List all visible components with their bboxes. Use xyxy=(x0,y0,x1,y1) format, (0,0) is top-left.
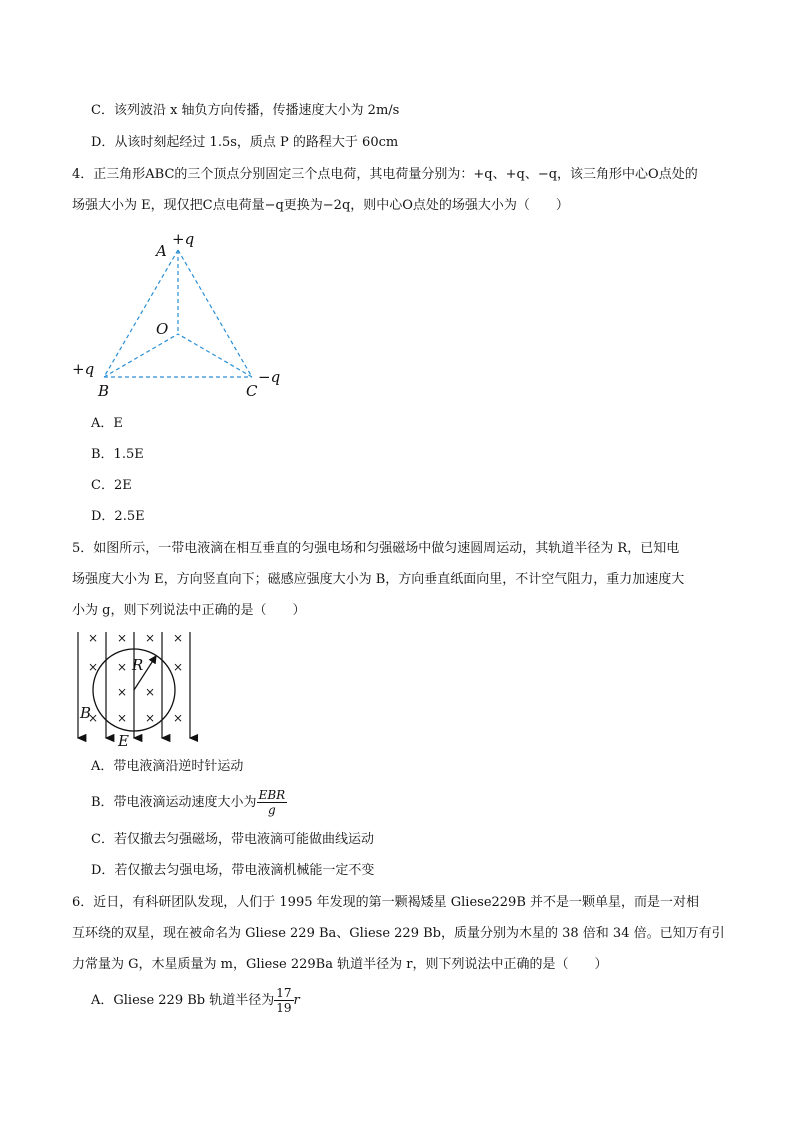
q5-cross: × xyxy=(145,685,156,699)
q4-side-ab xyxy=(104,250,178,377)
q5-cross: × xyxy=(117,685,128,699)
q5-stem-line1: 5．如图所示，一带电液滴在相互垂直的匀强电场和匀强磁场中做匀速圆周运动，其轨道半径为 R，已知电 xyxy=(72,541,680,556)
q5-fraction-num: EBR xyxy=(258,788,286,802)
q5-cross: × xyxy=(145,631,156,645)
q5-label-r: R xyxy=(132,656,144,674)
q5-option-c: C．若仅撤去匀强磁场，带电液滴可能做曲线运动 xyxy=(91,832,374,847)
q5-label-b: B xyxy=(80,704,92,722)
q5-cross: × xyxy=(173,631,184,645)
q6-stem-line2: 互环绕的双星，现在被命名为 Gliese 229 Ba、Gliese 229 Bb，质量分别为木星的 38 倍和 34 倍。已知万有引 xyxy=(72,926,725,941)
q3-option-d: D．从该时刻起经过 1.5s，质点 P 的路程大于 60cm xyxy=(91,135,399,150)
q5-stem-line2: 场强度大小为 E，方向竖直向下；磁感应强度大小为 B，方向垂直纸面向里，不计空气阻力，重力加速度大 xyxy=(72,572,685,587)
q6-fraction-den: 19 xyxy=(276,1001,292,1015)
q4-median-bo xyxy=(104,334,178,377)
q5-cross: × xyxy=(173,660,184,674)
q4-option-c: C．2E xyxy=(91,478,132,493)
q5-field-figure xyxy=(68,628,198,750)
q4-option-b: B．1.5E xyxy=(91,447,144,462)
q5-cross: × xyxy=(88,660,99,674)
q5-option-b xyxy=(91,786,287,820)
q4-option-a: A．E xyxy=(91,416,123,431)
q5-option-a: A．带电液滴沿逆时针运动 xyxy=(91,759,244,774)
q4-label-o: O xyxy=(156,320,169,338)
q5-cross: × xyxy=(88,711,99,725)
q5-option-b-fraction xyxy=(257,788,288,817)
q4-stem-line1: 4．正三角形ABC的三个顶点分别固定三个点电荷，其电荷量分别为：+q、+q、−q，该三角形中心O点处的 xyxy=(72,167,698,182)
q5-cross: × xyxy=(173,711,184,725)
q5-cross: × xyxy=(117,631,128,645)
q5-fraction-den: g xyxy=(268,803,276,817)
q5-label-e: E xyxy=(118,732,129,750)
q4-charge-c: −q xyxy=(258,368,281,386)
q5-cross: × xyxy=(117,660,128,674)
q4-charge-a: +q xyxy=(172,230,195,248)
q4-side-ac xyxy=(178,250,252,377)
q5-option-b-text: B．带电液滴运动速度大小为 xyxy=(91,795,257,810)
q4-stem-line2: 场强大小为 E，现仅把C点电荷量−q更换为−2q，则中心O点处的场强大小为（ ） xyxy=(72,198,569,213)
q3-option-c: C．该列波沿 x 轴负方向传播，传播速度大小为 2m/s xyxy=(91,103,400,118)
q6-option-a-fraction xyxy=(274,986,293,1015)
q4-triangle-figure xyxy=(66,222,290,404)
q5-stem-line3: 小为 g，则下列说法中正确的是（ ） xyxy=(72,603,306,618)
q6-option-a-text: A．Gliese 229 Bb 轨道半径为 xyxy=(91,993,275,1008)
q5-option-d: D．若仅撤去匀强电场，带电液滴机械能一定不变 xyxy=(91,863,375,878)
q6-stem-line1: 6．近日，有科研团队发现，人们于 1995 年发现的第一颗褐矮星 Gliese229B 并不是一颗单星，而是一对相 xyxy=(72,895,700,910)
q5-cross: × xyxy=(145,711,156,725)
q6-option-a-suffix: r xyxy=(293,993,300,1008)
q4-option-d: D．2.5E xyxy=(91,509,145,524)
q4-label-a: A xyxy=(156,242,167,260)
q5-cross: × xyxy=(117,711,128,725)
q4-label-c: C xyxy=(246,382,258,400)
q4-charge-b: +q xyxy=(72,360,95,378)
q6-fraction-num: 17 xyxy=(276,986,292,1000)
q6-stem-line3: 力常量为 G，木星质量为 m，Gliese 229Ba 轨道半径为 r，则下列说法中正确的是（ ） xyxy=(72,957,608,972)
q5-cross: × xyxy=(88,631,99,645)
q6-option-a xyxy=(91,984,300,1018)
q4-median-co xyxy=(178,334,252,377)
q4-label-b: B xyxy=(98,382,110,400)
